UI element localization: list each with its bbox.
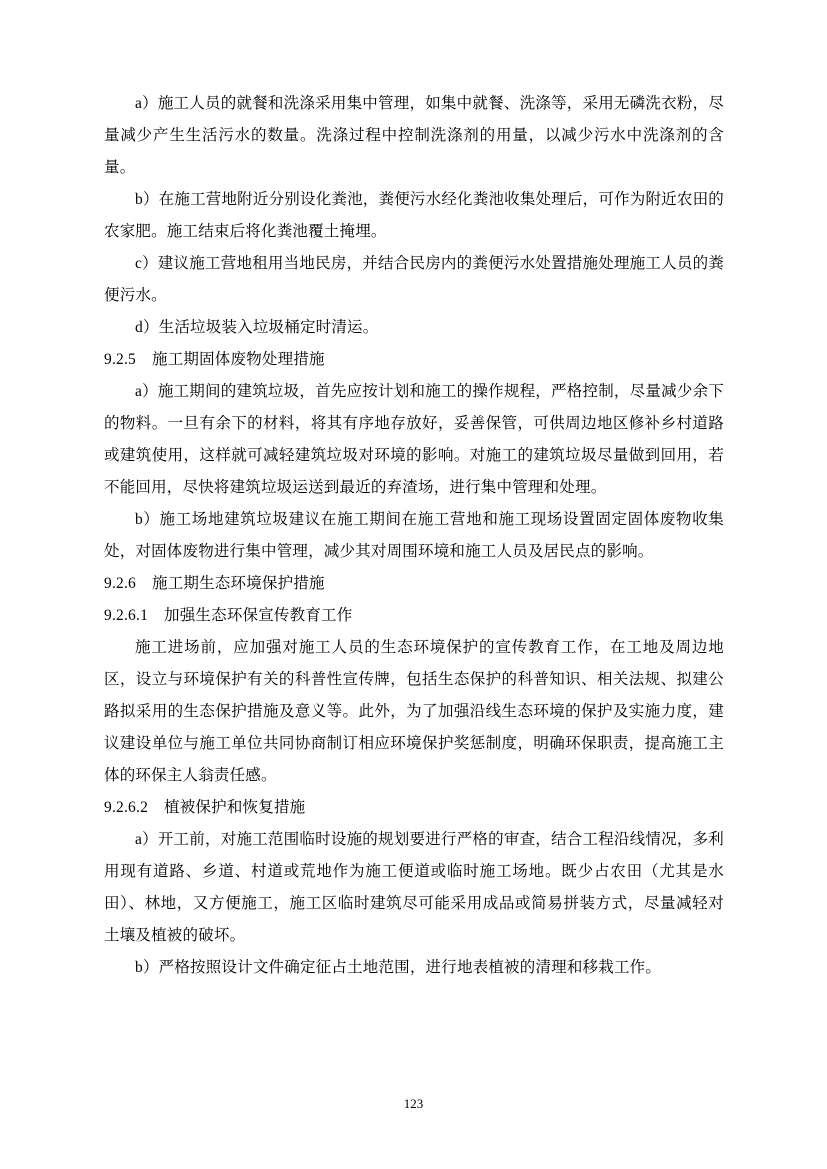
heading-9-2-6-1 [104, 600, 724, 632]
heading-9-2-6-1-text: 加强生态环保宣传教育工作 [164, 607, 353, 624]
heading-9-2-6-text: 施工期生态环境保护措施 [152, 575, 325, 592]
page-number: 123 [403, 1096, 424, 1111]
document-body [104, 88, 724, 984]
heading-9-2-6 [104, 568, 724, 600]
heading-9-2-5-text: 施工期固体废物处理措施 [152, 351, 325, 368]
heading-9-2-6-2-number: 9.2.6.2 [104, 799, 149, 816]
paragraph-b-land-scope: b）严格按照设计文件确定征占土地范围，进行地表植被的清理和移栽工作。 [135, 959, 662, 976]
paragraph-c-local-housing: c）建议施工营地租用当地民房，并结合民房内的粪便污水处置措施处理施工人员的粪便污水。 [104, 255, 724, 304]
paragraph-a-sanitation: a）施工人员的就餐和洗涤采用集中管理，如集中就餐、洗涤等，采用无磷洗衣粉，尽量减少产生生活污水的数量。洗涤过程中控制洗涤剂的用量，以减少污水中洗涤剂的含量。 [104, 95, 724, 176]
paragraph-publicity-education: 施工进场前，应加强对施工人员的生态环境保护的宣传教育工作，在工地及周边地区，设立与环境保护有关的科普性宣传牌，包括生态保护的科普知识、相关法规、拟建公路拟采用的生态保护措施及意义等。此外，为了加强沿线生态环境的保护及实施力度，建议建设单位与施工单位共同协商制订相应环境保护奖惩制度，明确环保职责，提高施工主体的环保主人翁责任感。 [104, 639, 724, 784]
paragraph-b-waste-collection: b）施工场地建筑垃圾建议在施工期间在施工营地和施工现场设置固定固体废物收集处，对固体废物进行集中管理，减少其对周围环境和施工人员及居民点的影响。 [104, 511, 724, 560]
paragraph-a-temporary-facilities: a）开工前，对施工范围临时设施的规划要进行严格的审查，结合工程沿线情况，多利用现有道路、乡道、村道或荒地作为施工便道或临时施工场地。既少占农田（尤其是水田）、林地，又方便施工，施工区临时建筑尽可能采用成品或简易拼装方式，尽量减轻对土壤及植被的破坏。 [104, 831, 724, 944]
paragraph-a-construction-waste: a）施工期间的建筑垃圾，首先应按计划和施工的操作规程，严格控制，尽量减少余下的物料。一旦有余下的材料，将其有序地存放好，妥善保管，可供周边地区修补乡村道路或建筑使用，这样就可减轻建筑垃圾对环境的影响。对施工的建筑垃圾尽量做到回用，若不能回用，尽快将建筑垃圾运送到最近的弃渣场，进行集中管理和处理。 [104, 383, 724, 496]
heading-9-2-6-number: 9.2.6 [104, 575, 136, 592]
paragraph-b-septic-tank: b）在施工营地附近分别设化粪池，粪便污水经化粪池收集处理后，可作为附近农田的农家肥。施工结束后将化粪池覆土掩埋。 [104, 191, 724, 240]
heading-9-2-5 [104, 344, 724, 376]
heading-9-2-6-1-number: 9.2.6.1 [104, 607, 149, 624]
heading-9-2-6-2-text: 植被保护和恢复措施 [164, 799, 306, 816]
heading-9-2-5-number: 9.2.5 [104, 351, 136, 368]
heading-9-2-6-2 [104, 792, 724, 824]
paragraph-d-garbage: d）生活垃圾装入垃圾桶定时清运。 [135, 319, 379, 336]
